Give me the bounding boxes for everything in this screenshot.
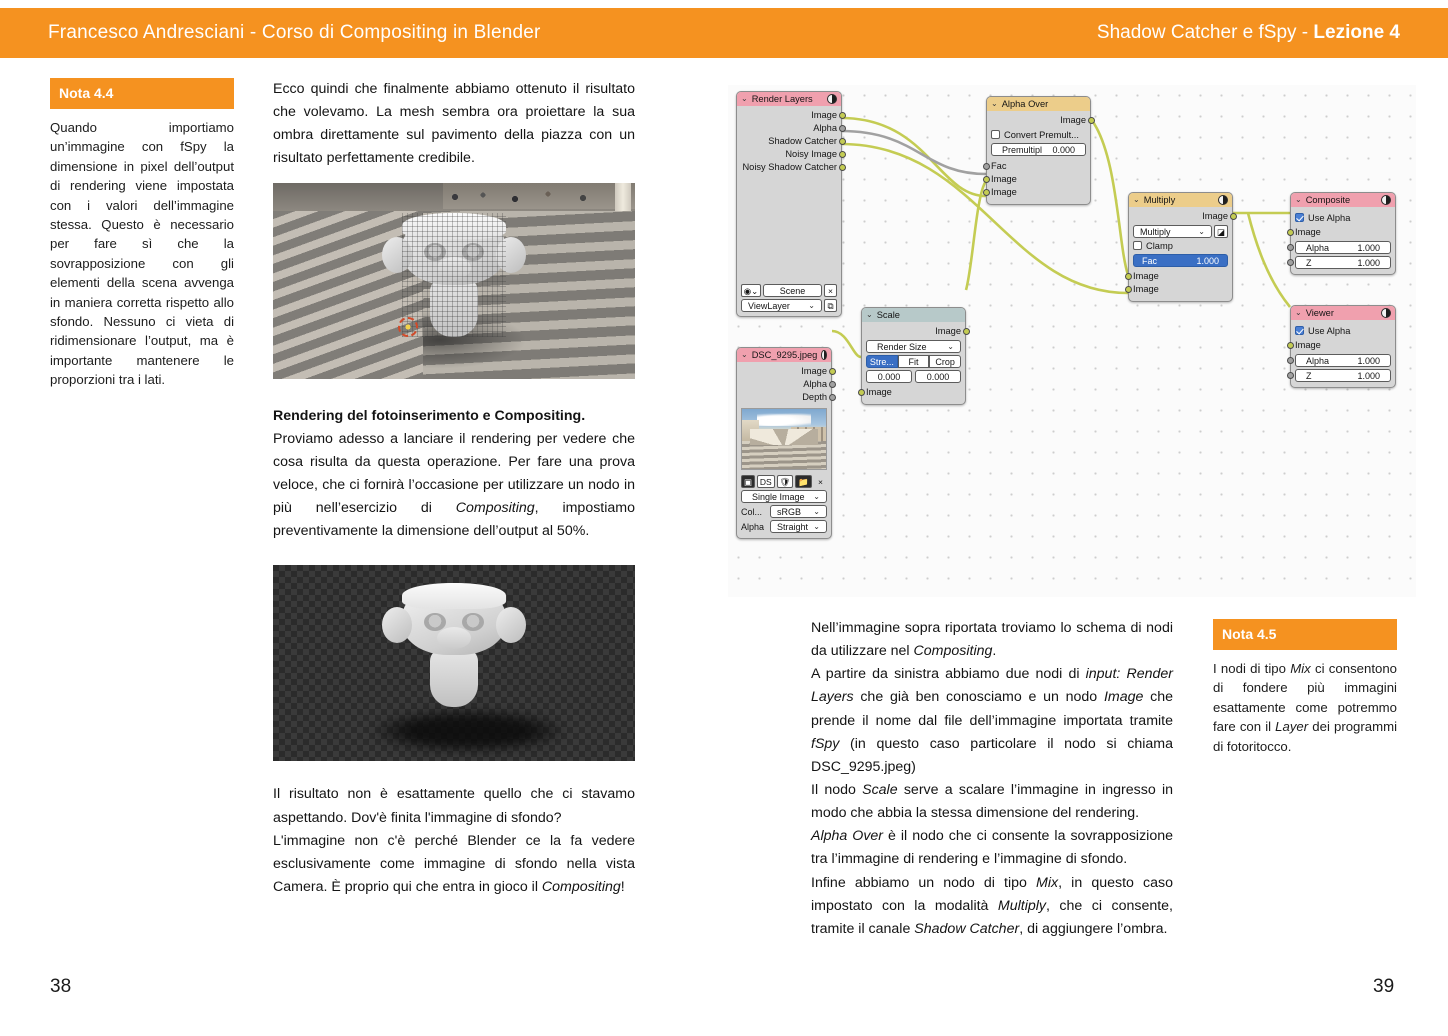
chevron-down-icon: ⌄ [813, 491, 820, 501]
thumb-clouds [757, 413, 811, 426]
output-label-alpha: Alpha [813, 123, 837, 133]
z-value: 1.000 [1357, 257, 1380, 268]
right-paragraph-3 [811, 779, 1173, 825]
node-viewer-header[interactable] [1291, 306, 1395, 320]
chevron-down-icon[interactable]: ⌄ [1133, 195, 1140, 204]
right-paragraph-5-a: Infine abbiamo un nodo di tipo [811, 874, 1037, 891]
node-image-title: DSC_9295.jpeg [751, 350, 818, 360]
right-paragraph-5-em-3: Shadow Catcher [914, 920, 1020, 937]
cast-shadow [374, 710, 564, 752]
node-render-layers-header[interactable] [737, 92, 841, 106]
socket-image-in[interactable] [858, 389, 865, 396]
right-paragraph-5-em-1: Mix [1036, 874, 1059, 891]
input-socket-row[interactable] [991, 173, 1086, 186]
blend-mode-row[interactable] [1133, 223, 1228, 238]
socket-image-in[interactable] [1287, 229, 1294, 236]
socket-image-out[interactable] [829, 368, 836, 375]
page-number-right: 39 [1373, 976, 1395, 997]
link-renderlayers-image-to-alphaover [841, 118, 986, 196]
alpha-mode-dropdown[interactable] [770, 520, 827, 533]
colorspace-dropdown[interactable] [770, 505, 827, 518]
right-paragraph-2-b: che già ben conosciamo e un nodo [853, 689, 1104, 706]
blend-mode-dropdown[interactable] [1133, 225, 1212, 238]
node-render-layers[interactable] [736, 91, 842, 317]
node-image-body [737, 362, 831, 538]
link-alphaover-to-multiply [1091, 119, 1128, 275]
output-socket-row[interactable] [741, 148, 837, 161]
node-scale[interactable] [861, 307, 966, 405]
input-socket-row[interactable] [1295, 226, 1391, 239]
socket-image-in[interactable] [1287, 342, 1294, 349]
colorspace-label: Col... [741, 506, 763, 517]
nota-4-5-em-2: Layer [1275, 719, 1309, 735]
socket-alpha-out[interactable] [829, 381, 836, 388]
nota-4-5-text-1: I nodi di tipo [1213, 661, 1291, 676]
scale-offset-x[interactable]: 0.000 [866, 370, 912, 383]
output-socket-row[interactable] [741, 365, 827, 378]
suzanne-head-solid [402, 583, 506, 655]
chevron-down-icon[interactable]: ⌄ [991, 99, 998, 108]
segment-stretch[interactable]: Stre... [866, 355, 898, 368]
left-paragraph-1: Ecco quindi che finalmente abbiamo ottenuto il risultato che volevamo. La mesh sembra ora proiettare la sua ombra direttamente sul pavimento della piazza con un risultato perfettamente credibile. [273, 81, 635, 167]
output-label-image: Image [811, 110, 837, 120]
link-renderlayers-alpha-to-fac [841, 131, 986, 174]
node-image-header[interactable] [737, 348, 831, 362]
socket-noisy-image-out[interactable] [839, 151, 846, 158]
chevron-down-icon[interactable]: ⌄ [741, 350, 748, 359]
scene-field[interactable]: Scene [763, 284, 822, 297]
output-label-alpha: Alpha [803, 379, 827, 389]
render-orb-icon [1381, 195, 1391, 205]
output-label-image: Image [801, 366, 827, 376]
checkbox-use-alpha[interactable] [1295, 213, 1304, 222]
nota-4-5-body [1213, 650, 1397, 756]
chevron-down-icon: ⌄ [947, 341, 954, 351]
node-multiply-title: Multiply [1143, 195, 1176, 205]
segment-crop[interactable]: Crop [929, 355, 961, 368]
image-source-dropdown[interactable] [741, 490, 827, 503]
right-paragraph-1-b: . [992, 643, 997, 660]
scene-unlink-icon[interactable]: × [824, 284, 837, 297]
left-paragraph-3-b: L'immagine non c'è perché Blender ce la fa vedere esclusivamente come immagine di sfondo nella vista Camera. È proprio qui che entra in gioco il [273, 832, 635, 895]
input-label-image: Image [866, 387, 892, 397]
suzanne-muzzle-solid [437, 627, 471, 649]
node-alpha-over-header[interactable] [987, 97, 1090, 111]
right-paragraph-4 [811, 825, 1173, 871]
premultiply-field[interactable] [991, 143, 1086, 156]
socket-shadow-catcher-out[interactable] [839, 138, 846, 145]
right-paragraph-2-a: A partire da sinistra abbiamo due nodi di [811, 666, 1086, 683]
socket-image-out[interactable] [839, 112, 846, 119]
image-name-field[interactable]: DS [757, 475, 775, 488]
output-label-noisy-shadow-catcher: Noisy Shadow Catcher [742, 162, 837, 172]
input-label-fac: Fac [991, 161, 1007, 171]
node-composite[interactable] [1290, 192, 1396, 275]
page-number-left: 38 [50, 976, 72, 997]
input-socket-row[interactable] [1133, 270, 1228, 283]
output-socket-row[interactable] [741, 161, 837, 174]
clamp-label: Clamp [1146, 240, 1173, 251]
viewer-z-field[interactable] [1295, 369, 1391, 382]
convert-premult-checkbox-row[interactable] [991, 128, 1086, 141]
output-socket-row[interactable] [741, 391, 827, 404]
node-composite-title: Composite [1305, 195, 1351, 205]
render-orb-icon [821, 350, 827, 360]
right-paragraph-2-em-2: Image [1103, 689, 1144, 706]
scale-offset-fields[interactable] [866, 370, 961, 383]
suzanne-eye-right-solid [462, 613, 484, 631]
node-render-layers-body [737, 106, 841, 316]
3d-cursor-icon [398, 317, 418, 337]
checkbox-use-alpha[interactable] [1295, 326, 1304, 335]
node-mix-multiply[interactable] [1128, 192, 1233, 302]
right-paragraph-1-em: Compositing [913, 643, 993, 660]
image-browse-icon[interactable]: ▣ [741, 475, 755, 488]
right-paragraph-5 [811, 872, 1173, 941]
alpha-value: 1.000 [1357, 242, 1380, 253]
right-paragraph-1-a: Nell’immagine sopra riportata troviamo lo schema di nodi da utilizzare nel [811, 620, 1173, 660]
socket-image-out[interactable] [1088, 117, 1095, 124]
scale-offset-y[interactable]: 0.000 [915, 370, 961, 383]
input-socket-row[interactable] [866, 386, 961, 399]
header-lesson-title [1097, 22, 1400, 44]
checkbox-convert-premult[interactable] [991, 130, 1000, 139]
left-paragraph-2-a: Proviamo adesso a lanciare il rendering per vedere che cosa risulta da questa operazione. Per fare una prova veloce, che ci fornirà l’occasione per utilizzare un nodo in più nell’esercizio di [273, 430, 635, 517]
use-alpha-checkbox-row[interactable] [1295, 211, 1391, 224]
scale-space-value: Render Size [877, 341, 927, 352]
left-paragraph-2-b: , impostiamo preventivamente la dimensione dell’output al 50%. [273, 500, 635, 540]
chevron-down-icon[interactable]: ⌄ [1295, 308, 1302, 317]
image-alpha-mode-row[interactable] [741, 520, 827, 533]
output-socket-row[interactable] [1133, 210, 1228, 223]
scene-browse-icon[interactable]: ◉⌄ [741, 284, 761, 297]
render-orb-icon [1381, 308, 1391, 318]
left-paragraph-2-em: Compositing [455, 500, 535, 517]
fac-label: Fac [1142, 256, 1158, 266]
chevron-down-icon: ⌄ [808, 300, 815, 310]
left-paragraph-2 [273, 428, 635, 544]
image-colorspace-row[interactable] [741, 505, 827, 518]
node-viewer[interactable] [1290, 305, 1396, 388]
socket-image1-in[interactable] [1125, 273, 1132, 280]
right-paragraph-2-em-3: fSpy [811, 735, 840, 752]
alpha-label: Alpha [1306, 242, 1330, 253]
chevron-down-icon[interactable]: ⌄ [1295, 195, 1302, 204]
use-alpha-label: Use Alpha [1308, 212, 1351, 223]
socket-z-in[interactable] [1287, 259, 1294, 266]
figure-render-transparent [273, 565, 635, 761]
premultiply-value: 0.000 [1052, 144, 1075, 155]
viewlayer-value: ViewLayer [748, 300, 790, 311]
node-composite-body [1291, 207, 1395, 274]
clamp-checkbox-row[interactable] [1133, 239, 1228, 252]
image-unlink-icon[interactable]: × [818, 476, 823, 487]
node-scale-title: Scale [876, 310, 900, 320]
thumb-plaza [742, 441, 826, 469]
socket-alpha-in[interactable] [1287, 244, 1294, 251]
input-label-image-2: Image [1133, 284, 1159, 294]
viewlayer-dropdown[interactable] [741, 299, 822, 312]
chevron-down-icon: ⌄ [1198, 226, 1205, 236]
right-paragraph-2-d: (in questo caso particolare il nodo si chiama DSC_9295.jpeg) [811, 735, 1173, 775]
output-socket-row[interactable] [991, 114, 1086, 127]
right-paragraph-2 [811, 663, 1173, 779]
input-socket-row[interactable] [991, 186, 1086, 199]
left-paragraph-3 [273, 783, 635, 899]
chevron-down-icon[interactable]: ⌄ [866, 310, 873, 319]
socket-image2-in[interactable] [983, 189, 990, 196]
copy-icon[interactable]: ⧉ [824, 299, 837, 312]
socket-image-out[interactable] [963, 328, 970, 335]
z-value: 1.000 [1357, 370, 1380, 381]
right-paragraph-3-b: serve a scalare l’immagine in ingresso in modo che abbia la stessa dimensione del rendering. [811, 781, 1173, 822]
header-lesson-normal: Shadow Catcher e fSpy - [1096, 22, 1314, 43]
link-image-to-scale [832, 331, 861, 357]
blend-mode-value: Multiply [1140, 226, 1171, 237]
viewer-alpha-field[interactable] [1295, 354, 1391, 367]
node-scale-body [862, 322, 965, 404]
socket-depth-out[interactable] [829, 394, 836, 401]
header-lesson-bold: Lezione 4 [1313, 22, 1400, 43]
socket-alpha-out[interactable] [839, 125, 846, 132]
chevron-down-icon: ⌄ [813, 521, 820, 531]
convert-premult-label: Convert Premult... [1004, 129, 1079, 140]
nota-4-4-box [50, 78, 234, 390]
right-paragraph-2-c: che prende il nome dal file dell’immagine importata tramite [811, 689, 1173, 729]
left-heading-1: Rendering del fotoinserimento e Compositing. [273, 407, 586, 424]
output-socket-row[interactable] [741, 122, 837, 135]
socket-image1-in[interactable] [983, 176, 990, 183]
right-paragraph-3-a: Il nodo [811, 781, 863, 798]
composite-z-field[interactable] [1295, 256, 1391, 269]
scale-space-dropdown[interactable] [866, 340, 961, 353]
suzanne-ear-right-solid [496, 607, 526, 643]
socket-fac-in[interactable] [983, 163, 990, 170]
input-label-image: Image [1295, 227, 1321, 237]
output-socket-row[interactable] [741, 109, 837, 122]
blender-compositor-node-editor[interactable] [728, 85, 1416, 597]
node-alpha-over-title: Alpha Over [1001, 99, 1049, 109]
node-image-dsc9295[interactable] [736, 347, 832, 539]
figure-render-on-piazza [273, 183, 635, 379]
right-paragraph-5-b: , in questo caso impostato con la modalità [811, 874, 1173, 914]
suzanne-brow-solid [402, 583, 506, 609]
image-datablock-row[interactable] [741, 475, 827, 488]
nota-4-5-title: Nota 4.5 [1213, 619, 1397, 650]
alpha-blend-toggle-icon[interactable]: ◪ [1214, 225, 1228, 238]
output-socket-row[interactable] [741, 135, 837, 148]
composite-alpha-field[interactable] [1295, 241, 1391, 254]
output-label-depth: Depth [802, 392, 827, 402]
header-author-title: Francesco Andresciani - Corso di Compositing in Blender [48, 22, 541, 43]
premultiply-label: Premultipl [1002, 144, 1043, 155]
suzanne-ear-left-solid [382, 607, 412, 643]
image-source-value: Single Image [752, 491, 805, 502]
right-paragraph-5-c: , che ci consente, tramite il canale [811, 897, 1173, 937]
node-viewer-title: Viewer [1305, 308, 1334, 318]
segment-fit[interactable]: Fit [898, 355, 930, 368]
left-paragraph-3-c: ! [620, 878, 625, 895]
right-paragraph-3-em: Scale [862, 781, 898, 798]
input-socket-row[interactable] [1133, 283, 1228, 296]
input-label-image-1: Image [1133, 271, 1159, 281]
input-label-image-1: Image [991, 174, 1017, 184]
right-paragraph-1 [811, 617, 1173, 663]
output-socket-row[interactable] [741, 378, 827, 391]
background-pillar [615, 183, 631, 211]
suzanne-mesh-solid [402, 583, 506, 707]
use-alpha-checkbox-row[interactable] [1295, 324, 1391, 337]
scene-selector-row[interactable] [741, 284, 837, 297]
right-paragraph-4-b: è il nodo che ci consente la sovrapposizione tra l’immagine di rendering e l’immagine di sfondo. [811, 828, 1173, 868]
viewlayer-selector-row[interactable] [741, 299, 837, 312]
right-paragraph-5-em-2: Multiply [997, 897, 1047, 914]
input-label-image: Image [1295, 340, 1321, 350]
output-label-image: Image [935, 326, 961, 336]
wireframe-overlay [402, 213, 506, 337]
z-label: Z [1306, 370, 1312, 381]
node-alpha-over-body [987, 111, 1090, 204]
socket-image2-in[interactable] [1125, 286, 1132, 293]
right-paragraph-2-em-1: input: Render Layers [811, 666, 1173, 706]
render-orb-icon [827, 94, 837, 104]
input-socket-row[interactable] [1295, 339, 1391, 352]
suzanne-neck-solid [430, 649, 478, 707]
chevron-down-icon[interactable]: ⌄ [741, 94, 748, 103]
node-viewer-body [1291, 320, 1395, 387]
input-socket-row[interactable] [991, 160, 1086, 173]
socket-alpha-in[interactable] [1287, 357, 1294, 364]
z-label: Z [1306, 257, 1312, 268]
render-orb-icon [1218, 195, 1228, 205]
alpha-mode-value: Straight [777, 521, 809, 532]
input-label-image-2: Image [991, 187, 1017, 197]
nota-4-5-box [1213, 619, 1397, 756]
output-label-shadow-catcher: Shadow Catcher [768, 136, 837, 146]
link-scale-to-alphaover [966, 181, 986, 290]
open-image-icon[interactable]: 📁 [795, 475, 812, 488]
nota-4-4-title: Nota 4.4 [50, 78, 234, 109]
right-paragraph-5-d: , di aggiungere l’ombra. [1019, 920, 1168, 937]
fake-user-shield-icon[interactable]: 🛡 [777, 475, 794, 488]
suzanne-mesh-wireframe [402, 213, 506, 337]
left-paragraph-3-a: Il risultato non è esattamente quello che ci stavamo aspettando. Dov'è finita l'immagine di sfondo? [273, 786, 635, 826]
nota-4-5-text-3: dei programmi di fotoritocco. [1213, 719, 1397, 754]
nota-4-5-text-2: ci consentono di fondere più immagini esattamente come potremmo fare con il [1213, 661, 1397, 735]
right-paragraph-4-em: Alpha Over [811, 828, 884, 845]
alpha-value: 1.000 [1357, 355, 1380, 366]
node-scale-header[interactable] [862, 308, 965, 322]
socket-noisy-shadow-catcher-out[interactable] [839, 164, 846, 171]
output-label-image: Image [1060, 115, 1086, 125]
node-multiply-body [1129, 207, 1232, 301]
alpha-mode-label: Alpha [741, 521, 765, 532]
left-text-column [273, 78, 635, 899]
scale-frame-method-segments[interactable] [866, 355, 961, 368]
node-composite-header[interactable] [1291, 193, 1395, 207]
link-multiply-to-viewer [1248, 213, 1290, 307]
nota-4-4-body: Quando importiamo un’immagine con fSpy la dimensione in pixel dell’output di rendering viene impostata con i valori dell’immagine stessa. Questo è necessario per fare sì che la sovrapposizione con gli elementi della scena avvenga in maniera corretta rispetto allo sfondo. Nessuno ci vieta di ridimensionare l’output, ma è importante mantenere le proporzioni tra i lati. [50, 120, 234, 388]
right-text-column [811, 617, 1173, 941]
left-paragraph-3-em: Compositing [541, 878, 621, 895]
render-layers-bottom-controls [741, 282, 837, 312]
thumb-fan-pattern [750, 429, 817, 445]
use-alpha-label: Use Alpha [1308, 325, 1351, 336]
node-alpha-over[interactable] [986, 96, 1091, 205]
background-people [443, 183, 635, 209]
socket-image-out[interactable] [1230, 213, 1237, 220]
node-render-layers-title: Render Layers [751, 94, 813, 104]
alpha-label: Alpha [1306, 355, 1330, 366]
output-label-image: Image [1202, 211, 1228, 221]
output-label-noisy-image: Noisy Image [785, 149, 837, 159]
socket-z-in[interactable] [1287, 372, 1294, 379]
output-socket-row[interactable] [866, 325, 961, 338]
image-thumbnail-preview [741, 408, 827, 470]
fac-value: 1.000 [1196, 256, 1219, 266]
node-multiply-header[interactable] [1129, 193, 1232, 207]
nota-4-5-em-1: Mix [1290, 661, 1311, 676]
steps-left-pattern [273, 183, 423, 379]
chevron-down-icon: ⌄ [813, 506, 820, 516]
page-header [0, 8, 1448, 58]
checkbox-clamp[interactable] [1133, 241, 1142, 250]
colorspace-value: sRGB [777, 506, 802, 517]
fac-slider[interactable] [1133, 254, 1228, 267]
